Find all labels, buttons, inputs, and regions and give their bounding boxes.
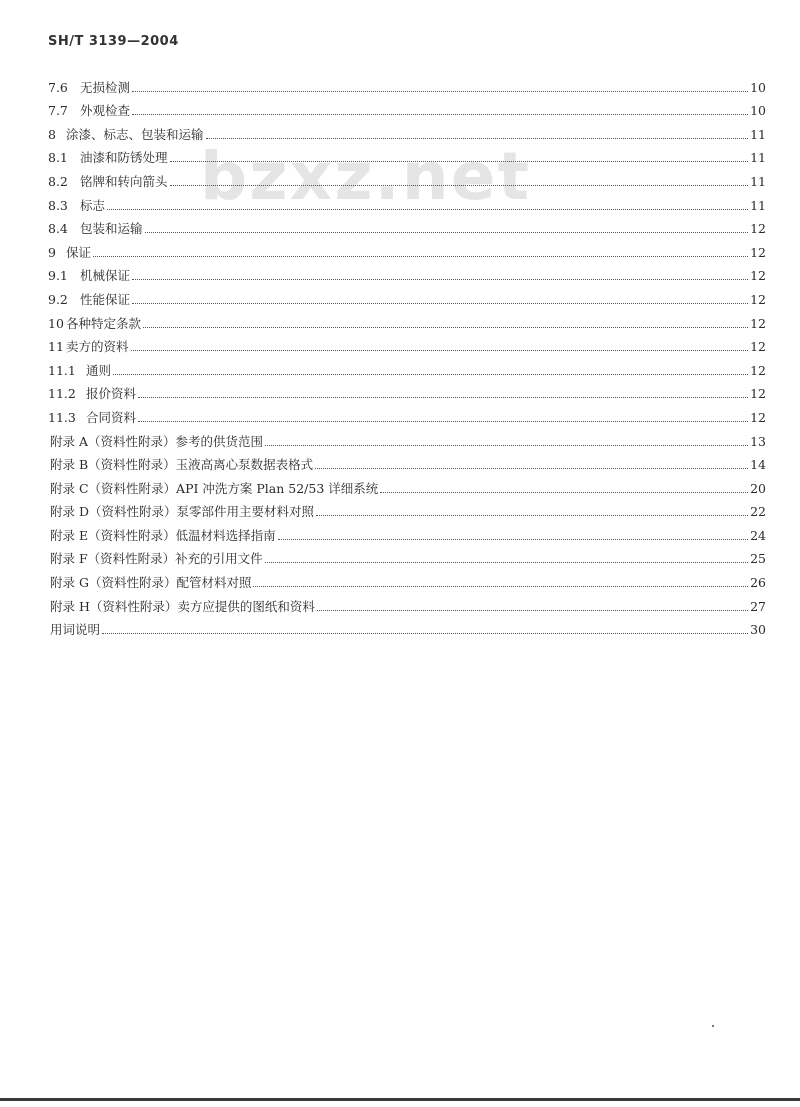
dot-leader	[265, 561, 748, 563]
toc-title: 附录 F（资料性附录）补充的引用文件	[50, 551, 263, 567]
dot-leader	[170, 160, 749, 162]
toc-number: 11	[48, 339, 64, 355]
toc-page-number: 22	[750, 504, 766, 520]
toc-page-number: 12	[750, 339, 766, 355]
toc-title: 用词说明	[50, 622, 101, 638]
toc-page-number: 26	[750, 575, 766, 591]
toc-title: 机械保证	[80, 268, 131, 284]
dot-leader	[138, 396, 748, 398]
toc-page-number: 25	[750, 551, 766, 567]
dot-leader	[317, 609, 748, 611]
toc-page-number: 12	[750, 268, 766, 284]
toc-title: 包装和运输	[80, 221, 143, 237]
dot-leader	[102, 632, 748, 634]
toc-title: 标志	[80, 197, 106, 213]
toc-title: 保证	[66, 244, 92, 260]
toc-number: 8.3	[48, 197, 68, 213]
toc-number: 8.4	[48, 221, 68, 237]
toc-entry-8-1[interactable]	[48, 142, 766, 166]
toc-entry-appendix-d[interactable]	[48, 496, 766, 520]
toc-title: 附录 C（资料性附录）API 冲洗方案 Plan 52/53 详细系统	[50, 480, 379, 496]
dot-leader	[278, 538, 748, 540]
toc-number: 9.2	[48, 291, 68, 307]
dot-leader	[132, 302, 748, 304]
dot-leader	[132, 113, 748, 115]
toc-number: 9.1	[48, 268, 68, 284]
toc-title: 通则	[86, 362, 112, 378]
toc-number: 8.2	[48, 173, 68, 189]
toc-page-number: 27	[750, 598, 766, 614]
toc-page-number: 11	[750, 173, 766, 189]
toc-page-number: 24	[750, 527, 766, 543]
toc-entry-9-1[interactable]	[48, 260, 766, 284]
toc-page-number: 12	[750, 221, 766, 237]
bottom-rule	[0, 1098, 800, 1101]
toc-title: 无损检测	[80, 79, 131, 95]
dot-leader	[93, 255, 748, 257]
toc-entry-9[interactable]	[48, 236, 766, 260]
toc-title: 附录 B（资料性附录）玉液高离心泵数据表格式	[50, 457, 314, 473]
toc-page-number: 11	[750, 126, 766, 142]
toc-number: 11.2	[48, 386, 76, 402]
toc-entry-appendix-a[interactable]	[48, 425, 766, 449]
toc-title: 性能保证	[80, 291, 131, 307]
toc-title: 报价资料	[86, 386, 137, 402]
toc-title: 铭牌和转向箭头	[80, 173, 168, 189]
dot-leader	[107, 208, 748, 210]
toc-entry-appendix-g[interactable]	[48, 566, 766, 590]
toc-entry-appendix-c[interactable]	[48, 472, 766, 496]
toc-entry-11-2[interactable]	[48, 378, 766, 402]
dot-leader	[170, 184, 749, 186]
page-header-code: SH/T 3139—2004	[48, 34, 179, 49]
toc-entry-appendix-f[interactable]	[48, 543, 766, 567]
toc-entry-appendix-h[interactable]	[48, 590, 766, 614]
dot-leader	[316, 514, 748, 516]
toc-entry-appendix-b[interactable]	[48, 449, 766, 473]
toc-number: 8.1	[48, 150, 68, 166]
toc-entry-8-2[interactable]	[48, 165, 766, 189]
toc-entry-8-4[interactable]	[48, 213, 766, 237]
dot-leader	[113, 373, 748, 375]
toc-page-number: 20	[750, 480, 766, 496]
toc-title: 附录 G（资料性附录）配管材料对照	[50, 575, 252, 591]
dot-leader	[131, 349, 749, 351]
toc-entry-11-1[interactable]	[48, 354, 766, 378]
table-of-contents	[48, 71, 766, 637]
toc-entry-10[interactable]	[48, 307, 766, 331]
dot-leader	[138, 420, 748, 422]
toc-page-number: 11	[750, 197, 766, 213]
toc-title: 各种特定条款	[66, 315, 142, 331]
toc-number: 11.3	[48, 409, 76, 425]
toc-title: 油漆和防锈处理	[80, 150, 168, 166]
toc-page-number: 12	[750, 409, 766, 425]
dot-leader	[132, 278, 748, 280]
toc-number: 7.6	[48, 79, 68, 95]
toc-entry-8-3[interactable]	[48, 189, 766, 213]
toc-entry-appendix-e[interactable]	[48, 519, 766, 543]
toc-page-number: 10	[750, 79, 766, 95]
toc-number: 10	[48, 315, 64, 331]
toc-number: 8	[48, 126, 56, 142]
toc-number: 7.7	[48, 103, 68, 119]
toc-page-number: 12	[750, 315, 766, 331]
scan-speck	[712, 1025, 714, 1027]
toc-page-number: 12	[750, 362, 766, 378]
toc-entry-8[interactable]	[48, 118, 766, 142]
toc-page-number: 12	[750, 291, 766, 307]
toc-number: 11.1	[48, 362, 76, 378]
toc-page-number: 12	[750, 386, 766, 402]
toc-title: 合同资料	[86, 409, 137, 425]
toc-page-number: 11	[750, 150, 766, 166]
dot-leader	[206, 137, 749, 139]
toc-entry-9-2[interactable]	[48, 283, 766, 307]
dot-leader	[315, 467, 748, 469]
toc-page-number: 30	[750, 622, 766, 638]
toc-entry-terms[interactable]	[48, 614, 766, 638]
toc-title: 卖方的资料	[66, 339, 129, 355]
dot-leader	[253, 585, 748, 587]
dot-leader	[143, 326, 748, 328]
watermark-logo: bzxz.net	[200, 138, 532, 215]
toc-title: 涂漆、标志、包装和运输	[66, 126, 204, 142]
toc-title: 附录 H（资料性附录）卖方应提供的图纸和资料	[50, 598, 315, 614]
toc-entry-11-3[interactable]	[48, 401, 766, 425]
toc-entry-7-6[interactable]	[48, 71, 766, 95]
toc-page-number: 12	[750, 244, 766, 260]
toc-page-number: 13	[750, 433, 766, 449]
toc-title: 附录 D（资料性附录）泵零部件用主要材料对照	[50, 504, 314, 520]
toc-number: 9	[48, 244, 56, 260]
dot-leader	[132, 90, 748, 92]
toc-entry-7-7[interactable]	[48, 95, 766, 119]
toc-page-number: 10	[750, 103, 766, 119]
toc-title: 附录 A（资料性附录）参考的供货范围	[50, 433, 264, 449]
toc-title: 附录 E（资料性附录）低温材料选择指南	[50, 527, 276, 543]
dot-leader	[265, 444, 748, 446]
dot-leader	[145, 231, 749, 233]
toc-title: 外观检查	[80, 103, 131, 119]
dot-leader	[380, 491, 748, 493]
toc-entry-11[interactable]	[48, 331, 766, 355]
toc-page-number: 14	[750, 457, 766, 473]
